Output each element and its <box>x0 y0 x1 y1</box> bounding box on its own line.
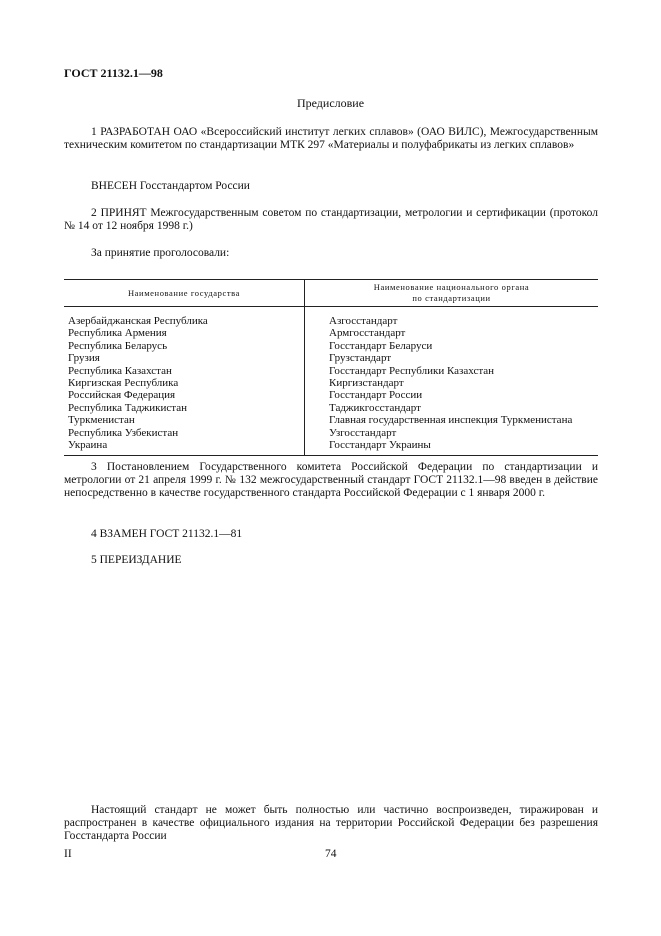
standards-body-name: Госстандарт Украины <box>329 438 431 451</box>
table-header-body-line1: Наименование национального органа <box>373 282 530 292</box>
paragraph-reissue: 5 ПЕРЕИЗДАНИЕ <box>91 554 182 566</box>
state-name: Грузия <box>68 352 100 365</box>
bodies-column <box>305 307 599 456</box>
paragraph-replaces: 4 ВЗАМЕН ГОСТ 21132.1—81 <box>91 528 243 540</box>
standards-body-name: Госстандарт Беларуси <box>329 339 433 352</box>
state-name: Республика Таджикистан <box>68 401 187 414</box>
standards-body-name: Грузстандарт <box>329 352 392 365</box>
preface-title: Предисловие <box>296 96 365 110</box>
voting-table <box>64 279 598 456</box>
states-column <box>64 307 305 456</box>
standards-body-name: Киргизстандарт <box>329 376 404 389</box>
state-name: Республика Беларусь <box>68 339 168 352</box>
standards-body-name: Узгосстандарт <box>329 426 397 439</box>
table-header-state: Наименование государства <box>64 280 305 307</box>
state-name: Республика Узбекистан <box>68 426 179 439</box>
paragraph-enacted <box>64 461 598 500</box>
paragraph-introduced: ВНЕСЕН Госстандартом России <box>91 180 250 192</box>
state-name: Республика Казахстан <box>68 364 172 377</box>
standards-body-name: Таджикгосстандарт <box>329 401 421 414</box>
page-number: 74 <box>325 848 337 860</box>
page-roman-numeral: II <box>64 848 72 860</box>
standards-body-name: Госстандарт Республики Казахстан <box>329 364 495 377</box>
paragraph-enacted-text: 3 Постановлением Государственного комитета Российской Федерации по стандартизации и метрологии от 21 апреля 1999 г. № 132 межгосударственный стандарт ГОСТ 21132.1—98 введен в действие непосредственно в качестве государственного стандарта Российской Федерации с 1 января 2000 г. <box>64 461 598 499</box>
paragraph-developed-text: 1 РАЗРАБОТАН ОАО «Всероссийский институт легких сплавов» (ОАО ВИЛС), Межгосударственным техническим комитетом по стандартизации МТК 297 «Материалы и полуфабрикаты из легких сплавов» <box>64 126 598 151</box>
standards-body-name: Армгосстандарт <box>329 327 406 340</box>
document-header: ГОСТ 21132.1—98 <box>64 66 163 80</box>
paragraph-voted: За принятие проголосовали: <box>91 247 230 259</box>
state-name: Азербайджанская Республика <box>68 315 208 327</box>
table-header-body-line2: по стандартизации <box>412 293 491 303</box>
paragraph-adopted <box>64 207 598 233</box>
standards-body-name: Госстандарт России <box>329 389 423 402</box>
paragraph-developed <box>64 126 598 152</box>
copyright-notice-text: Настоящий стандарт не может быть полностью или частично воспроизведен, тиражирован и распространен в качестве официального издания на территории Российской Федерации без разрешения Госстандарта России <box>64 804 598 842</box>
state-name: Республика Армения <box>68 327 167 340</box>
state-name: Туркменистан <box>68 414 135 427</box>
standards-body-name: Главная государственная инспекция Туркменистана <box>329 414 573 427</box>
state-name: Украина <box>68 438 108 451</box>
paragraph-adopted-text: 2 ПРИНЯТ Межгосударственным советом по стандартизации, метрологии и сертификации (протокол № 14 от 12 ноября 1998 г.) <box>64 207 598 232</box>
standards-body-name: Азгосстандарт <box>329 315 398 327</box>
state-name: Российская Федерация <box>68 389 176 402</box>
table-header-body <box>305 280 599 307</box>
copyright-notice <box>64 804 598 843</box>
state-name: Киргизская Республика <box>68 376 179 389</box>
